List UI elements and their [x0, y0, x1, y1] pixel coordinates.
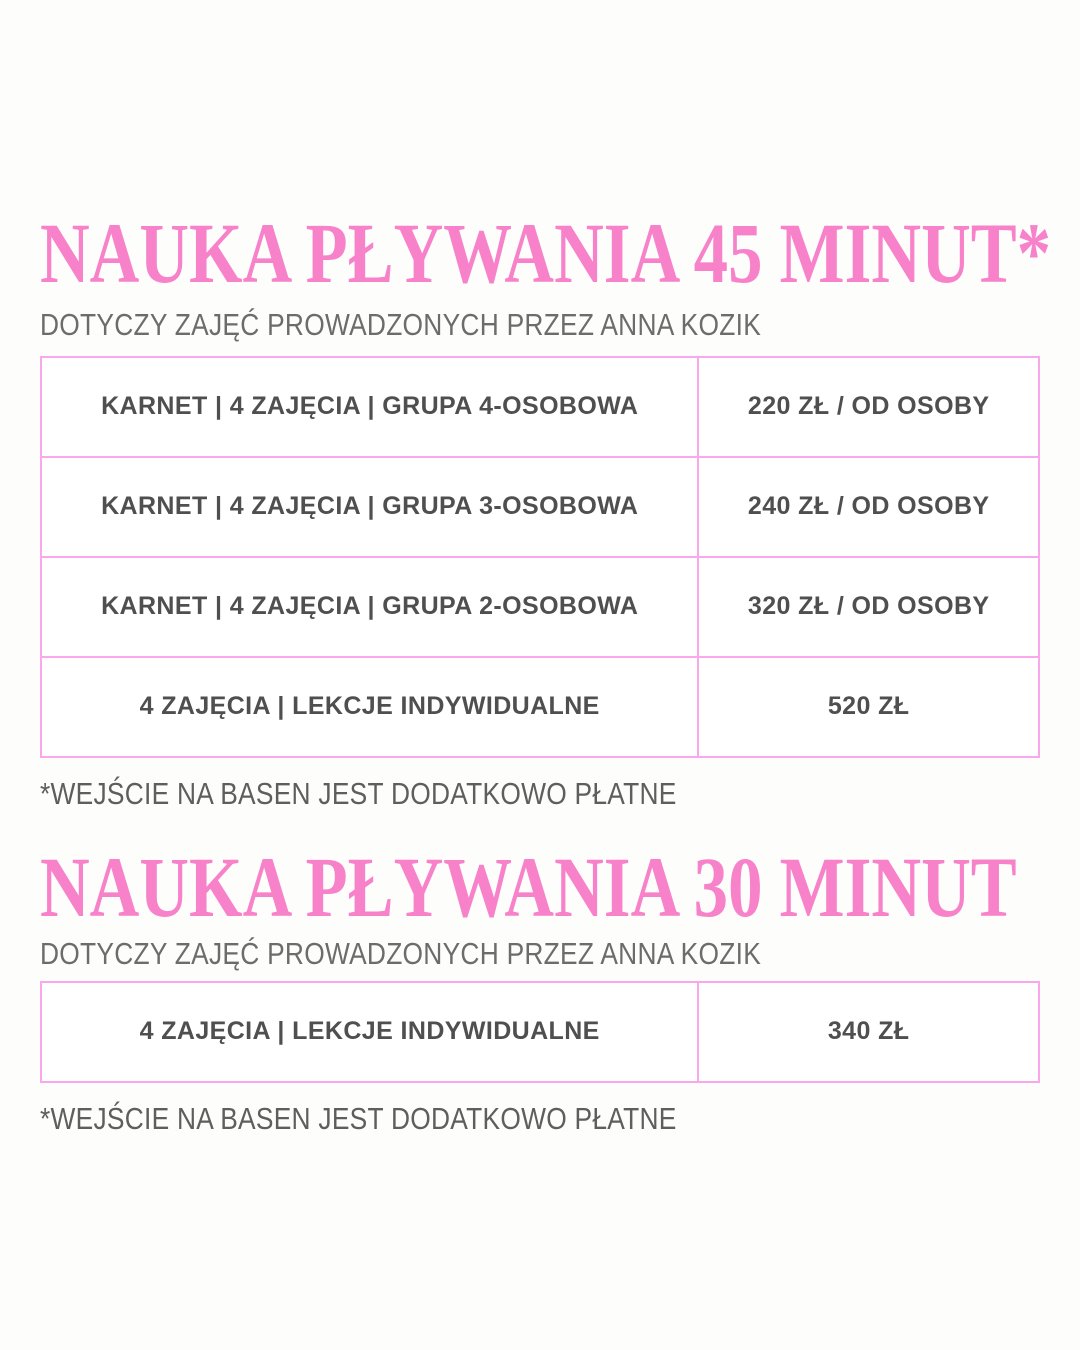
cell-label: [42, 658, 699, 756]
section-subtitle-30-min: DOTYCZY ZAJĘĆ PROWADZONYCH PRZEZ ANNA KOZIK: [40, 936, 762, 972]
section-title-45-min: NAUKA PŁYWANIA 45 MINUT*: [40, 205, 1052, 301]
pool-entry-footnote: *WEJŚCIE NA BASEN JEST DODATKOWO PŁATNE: [40, 1100, 677, 1136]
offer-price: 340 ZŁ: [827, 1017, 910, 1046]
offer-label: KARNET | 4 ZAJĘCIA | GRUPA 3-OSOBOWA: [101, 492, 639, 521]
offer-price: 520 ZŁ: [827, 692, 910, 721]
poster-content: [0, 205, 1080, 1137]
cell-price: [699, 658, 1038, 756]
table-row: [42, 556, 1038, 656]
offer-price: 320 ZŁ / OD OSOBY: [747, 592, 990, 621]
section-subtitle-45-min: DOTYCZY ZAJĘĆ PROWADZONYCH PRZEZ ANNA KOZIK: [40, 307, 762, 342]
table-row: [42, 358, 1038, 456]
cell-label: [42, 358, 699, 456]
cell-label: [42, 458, 699, 556]
cell-price: [699, 358, 1038, 456]
cell-price: [699, 558, 1038, 656]
section-swim-45-min: [40, 205, 1052, 811]
price-table-30-min: [40, 981, 1040, 1083]
offer-label: 4 ZAJĘCIA | LEKCJE INDYWIDUALNE: [139, 692, 600, 721]
offer-label: KARNET | 4 ZAJĘCIA | GRUPA 2-OSOBOWA: [101, 592, 639, 621]
table-row: [42, 456, 1038, 556]
cell-label: [42, 558, 699, 656]
cell-price: [699, 458, 1038, 556]
section-title-30-min: NAUKA PŁYWANIA 30 MINUT: [40, 839, 1017, 936]
offer-price: 240 ZŁ / OD OSOBY: [747, 492, 990, 521]
section-swim-30-min: [40, 839, 1040, 1136]
cell-label: [42, 983, 699, 1081]
offer-label: 4 ZAJĘCIA | LEKCJE INDYWIDUALNE: [139, 1017, 600, 1046]
cell-price: [699, 983, 1038, 1081]
table-row: [42, 656, 1038, 756]
table-row: [42, 983, 1038, 1081]
pool-entry-footnote: *WEJŚCIE NA BASEN JEST DODATKOWO PŁATNE: [40, 775, 677, 811]
price-table-45-min: [40, 356, 1040, 758]
offer-price: 220 ZŁ / OD OSOBY: [747, 392, 990, 421]
offer-label: KARNET | 4 ZAJĘCIA | GRUPA 4-OSOBOWA: [101, 392, 639, 421]
